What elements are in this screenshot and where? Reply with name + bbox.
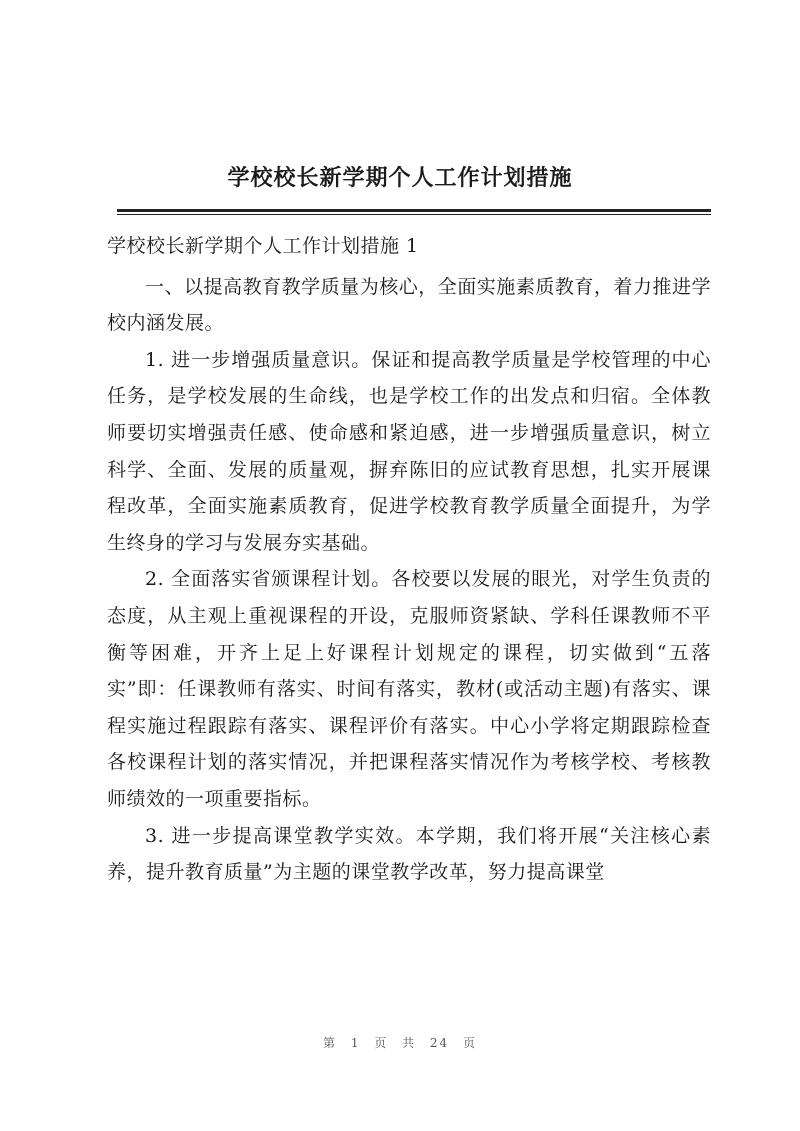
title-rule-thin	[117, 214, 711, 215]
paragraph: 2. 全面落实省颁课程计划。各校要以发展的眼光，对学生负责的态度，从主观上重视课程的开设，克服师资紧缺、学科任课教师不平衡等困难，开齐上足上好课程计划规定的课程，切实做到“五落实”即：任课教师有落实、时间有落实，教材(或活动主题)有落实、课程实施过程跟踪有落实、课程评价有落实。中心小学将定期跟踪检查各校课程计划的落实情况，并把课程落实情况作为考核学校、考核教师绩效的一项重要指标。	[107, 568, 711, 810]
document-body	[107, 228, 711, 891]
paragraph: 1. 进一步增强质量意识。保证和提高教学质量是学校管理的中心任务，是学校发展的生命线，也是学校工作的出发点和归宿。全体教师要切实增强责任感、使命感和紧迫感，进一步增强质量意识，树立科学、全面、发展的质量观，摒弃陈旧的应试教育思想，扎实开展课程改革，全面实施素质教育，促进学校教育教学质量全面提升，为学生终身的学习与发展夯实基础。	[107, 348, 711, 554]
paragraph: 一、以提高教育教学质量为核心，全面实施素质教育，着力推进学校内涵发展。	[107, 275, 711, 335]
section-heading: 学校校长新学期个人工作计划措施 1	[107, 235, 419, 257]
paragraph: 3. 进一步提高课堂教学实效。本学期，我们将开展“关注核心素养，提升教育质量”为主题的课堂教学改革，努力提高课堂	[107, 824, 711, 884]
title-rule-thick	[117, 209, 711, 212]
page-number-footer: 第 1 页 共 24 页	[323, 1036, 477, 1050]
document-title: 学校校长新学期个人工作计划措施	[227, 165, 573, 191]
